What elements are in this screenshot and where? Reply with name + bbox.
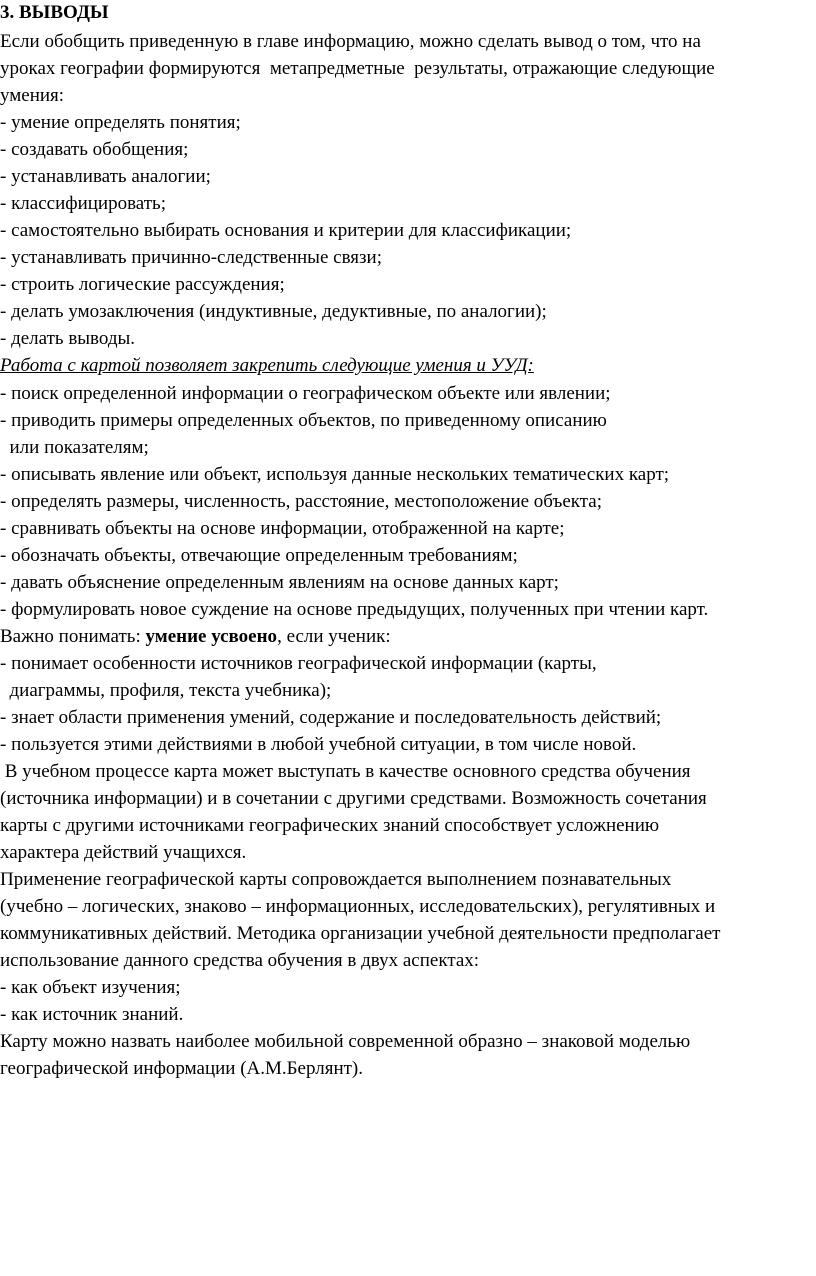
aspect-item: - как источник знаний.: [0, 1004, 184, 1025]
important-bold: умение усвоено: [145, 626, 278, 647]
map-skill-item: или показателям;: [0, 437, 149, 458]
map-skill-item: - описывать явление или объект, используя данные нескольких тематических карт;: [0, 464, 670, 485]
skill-item: - классифицировать;: [0, 193, 166, 214]
paragraph-line: Применение географической карты сопровождается выполнением познавательных: [0, 869, 672, 890]
skill-item: - создавать обобщения;: [0, 139, 189, 160]
map-skill-item: - формулировать новое суждение на основе предыдущих, полученных при чтении карт.: [0, 599, 709, 620]
paragraph-line: Карту можно назвать наиболее мобильной современной образно – знаковой моделью: [0, 1031, 691, 1052]
section-heading: 3. ВЫВОДЫ: [0, 2, 109, 23]
map-skill-item: - сравнивать объекты на основе информации, отображенной на карте;: [0, 518, 565, 539]
map-skill-item: - давать объяснение определенным явлениям на основе данных карт;: [0, 572, 559, 593]
map-skill-item: - поиск определенной информации о географическом объекте или явлении;: [0, 383, 611, 404]
aspect-item: - как объект изучения;: [0, 977, 181, 998]
skill-item: - устанавливать аналогии;: [0, 166, 211, 187]
important-lead: Важно понимать:: [0, 626, 146, 647]
paragraph-line: (учебно – логических, знаково – информационных, исследовательских), регулятивных и: [0, 896, 716, 917]
intro-line: Если обобщить приведенную в главе информацию, можно сделать вывод о том, что на: [0, 31, 701, 52]
intro-line: уроках географии формируются метапредметные результаты, отражающие следующие: [0, 58, 715, 79]
map-skill-item: - приводить примеры определенных объектов, по приведенному описанию: [0, 410, 607, 431]
map-skills-heading: Работа с картой позволяет закрепить следующие умения и УУД:: [0, 355, 534, 376]
paragraph-line: В учебном процессе карта может выступать в качестве основного средства обучения: [0, 761, 691, 782]
paragraph-line: использование данного средства обучения в двух аспектах:: [0, 950, 480, 971]
student-item: - знает области применения умений, содержание и последовательность действий;: [0, 707, 662, 728]
map-skill-item: - обозначать объекты, отвечающие определенным требованиям;: [0, 545, 518, 566]
map-skill-item: - определять размеры, численность, расстояние, местоположение объекта;: [0, 491, 602, 512]
student-item: - понимает особенности источников географической информации (карты,: [0, 653, 597, 674]
skill-item: - строить логические рассуждения;: [0, 274, 285, 295]
student-item: - пользуется этими действиями в любой учебной ситуации, в том числе новой.: [0, 734, 637, 755]
paragraph-line: карты с другими источниками географических знаний способствует усложнению: [0, 815, 660, 836]
skill-item: - делать выводы.: [0, 328, 136, 349]
paragraph-line: географической информации (А.М.Берлянт).: [0, 1058, 364, 1079]
paragraph-line: коммуникативных действий. Методика организации учебной деятельности предполагает: [0, 923, 721, 944]
student-item: диаграммы, профиля, текста учебника);: [0, 680, 332, 701]
paragraph-line: характера действий учащихся.: [0, 842, 247, 863]
skill-item: - самостоятельно выбирать основания и критерии для классификации;: [0, 220, 572, 241]
important-line: [0, 624, 391, 650]
skill-item: - делать умозаключения (индуктивные, дедуктивные, по аналогии);: [0, 301, 547, 322]
important-tail: , если ученик:: [277, 626, 391, 647]
skill-item: - устанавливать причинно-следственные связи;: [0, 247, 382, 268]
intro-line: умения:: [0, 85, 65, 106]
paragraph-line: (источника информации) и в сочетании с другими средствами. Возможность сочетания: [0, 788, 707, 809]
skill-item: - умение определять понятия;: [0, 112, 241, 133]
